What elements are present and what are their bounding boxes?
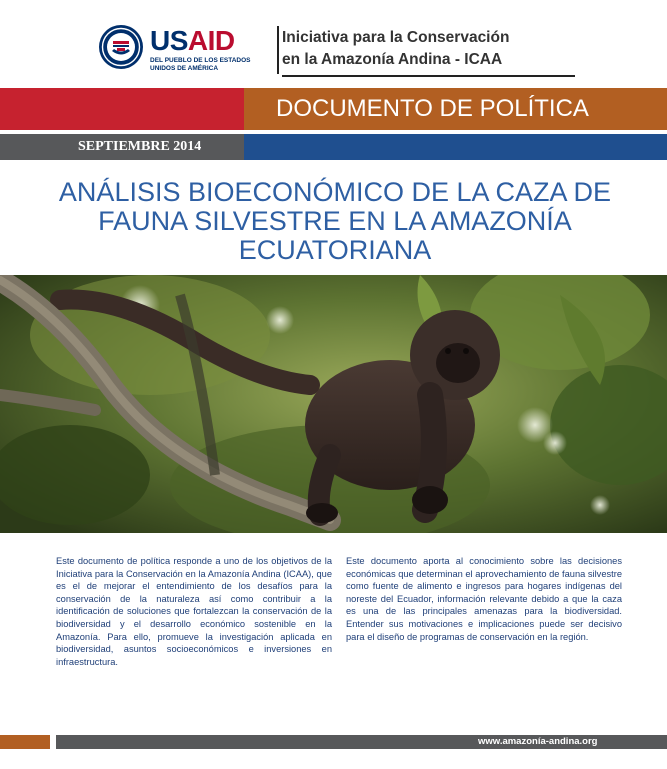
red-band (0, 88, 244, 130)
cover-photo-monkey (0, 275, 667, 533)
header-divider (277, 26, 279, 74)
usaid-wordmark-us: US (150, 25, 188, 56)
usaid-wordmark (150, 26, 235, 56)
initiative-name-line1: Iniciativa para la Conservación (282, 29, 510, 46)
usaid-logo (98, 24, 273, 86)
publication-date: SEPTIEMBRE 2014 (78, 139, 202, 154)
body-right-column: Este documento aporta al conocimiento sobre las decisiones económicas que determinan el aprovechamiento de fauna silvestre como fuente de alimento e ingresos para hogares indígenas del noreste del Ecuador, información relevante debido a que la caza es una de las principales amenazas para la biodiversidad. Entender sus motivaciones e implicaciones puede ser decisivo para el diseño de programas de conservación en la región. (346, 556, 622, 642)
usaid-wordmark-aid: AID (187, 25, 235, 56)
initiative-name-line2: en la Amazonía Andina - ICAA (282, 51, 503, 68)
document-title: ANÁLISIS BIOECONÓMICO DE LA CAZA DE FAUNA SILVESTRE EN LA AMAZONÍA ECUATORIANA (58, 177, 612, 265)
document-type-label: DOCUMENTO DE POLÍTICA (276, 95, 589, 122)
usaid-seal-icon (98, 24, 144, 70)
usaid-tagline: DEL PUEBLO DE LOS ESTADOS UNIDOS DE AMÉRICA (150, 57, 251, 72)
footer-website-link[interactable]: www.amazonía-andina.org (478, 736, 598, 747)
footer-orange-band (0, 735, 50, 749)
blue-band (244, 134, 667, 160)
body-left-column: Este documento de política responde a uno de los objetivos de la Iniciativa para la Conservación en la Amazonía Andina (ICAA), que es el de mejorar el entendimiento de los desafíos para la conservación de la naturaleza así como contribuir a la identificación de soluciones que fortalezcan la conservación de la biodiversidad y el desarrollo económico sostenible en la Amazonía. Para ello, promueve la investigación aplicada en biodiversidad, asuntos socioeconómicos e inversiones en infraestructura. (56, 556, 332, 667)
monkey-photo-illustration (0, 275, 667, 533)
initiative-name (282, 27, 575, 77)
